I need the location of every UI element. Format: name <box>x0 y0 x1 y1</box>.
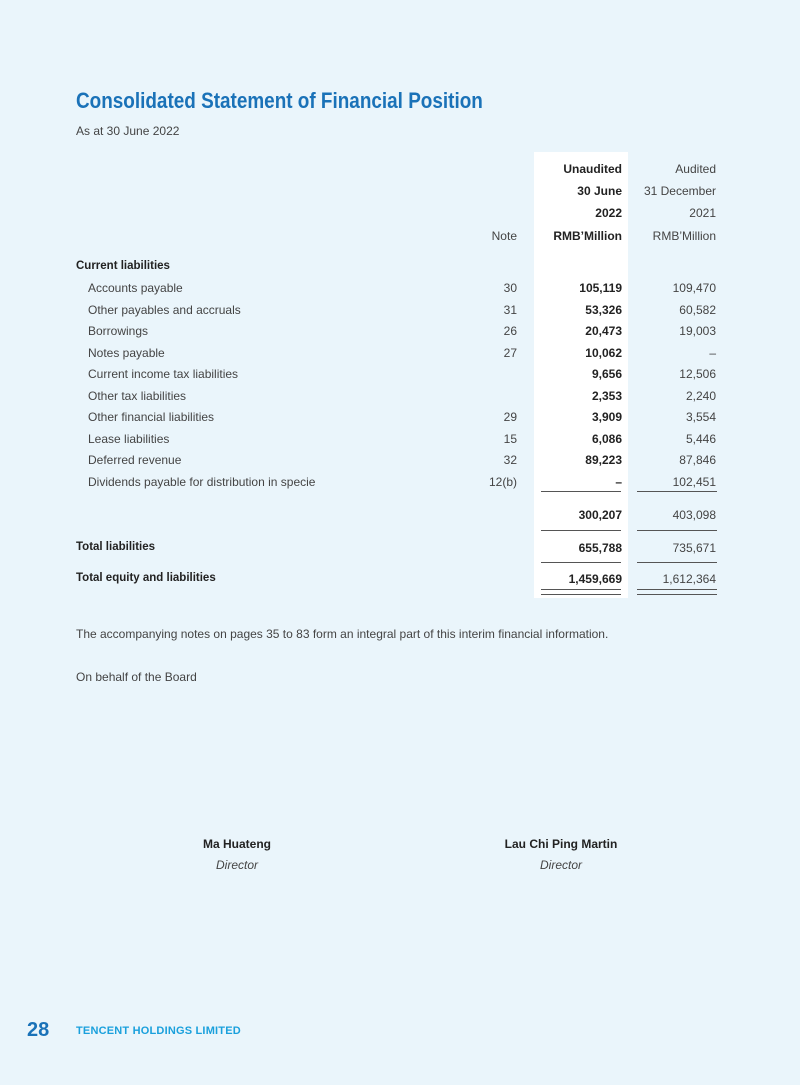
row-label: Dividends payable for distribution in specie <box>88 475 316 489</box>
row-value-2022: 10,062 <box>585 346 622 360</box>
header-row <box>0 184 800 204</box>
double-rule-2022 <box>541 589 621 595</box>
row-value-2022: 3,909 <box>591 410 622 424</box>
header-row <box>0 162 800 182</box>
header-audited: Audited <box>675 162 716 176</box>
row-label: Deferred revenue <box>88 453 182 467</box>
total-liabilities-row <box>0 541 800 561</box>
row-note: 12(b) <box>488 475 517 489</box>
header-unaudited: Unaudited <box>563 162 622 176</box>
header-year-prior: 2021 <box>689 206 716 220</box>
header-unit-prior: RMB’Million <box>652 229 716 243</box>
header-date-prior: 31 December <box>643 184 716 198</box>
row-value-2022: 6,086 <box>591 432 622 446</box>
row-label: Other financial liabilities <box>88 410 215 424</box>
section-heading-row <box>0 260 800 280</box>
signatory-role: Director <box>539 858 582 872</box>
row-note: 27 <box>503 346 517 360</box>
row-value-2021: 5,446 <box>685 432 716 446</box>
table-row <box>0 453 800 473</box>
row-label: Lease liabilities <box>88 432 170 446</box>
header-note: Note <box>491 229 517 243</box>
table-row <box>0 410 800 430</box>
on-behalf-statement: On behalf of the Board <box>76 670 197 684</box>
row-value-2021: 19,003 <box>679 324 716 338</box>
row-label: Accounts payable <box>88 281 183 295</box>
row-label: Notes payable <box>88 346 165 360</box>
double-rule-2021 <box>637 589 717 595</box>
row-note: 31 <box>503 303 517 317</box>
company-name: TENCENT HOLDINGS LIMITED <box>76 1025 241 1037</box>
row-note: 29 <box>503 410 517 424</box>
row-value-2021: 87,846 <box>679 453 716 467</box>
page-number: 28 <box>27 1019 50 1041</box>
row-value-2022: 105,119 <box>579 281 622 295</box>
header-row <box>0 206 800 226</box>
signatory-name: Ma Huateng <box>202 837 271 851</box>
total-liabilities-rule-2022 <box>541 530 621 531</box>
row-value-2022: 9,656 <box>591 367 622 381</box>
row-value-2021: 3,554 <box>685 410 716 424</box>
page-subtitle: As at 30 June 2022 <box>76 124 180 138</box>
total-equity-liabilities-label: Total equity and liabilities <box>76 572 216 584</box>
total-liabilities-label: Total liabilities <box>76 541 156 553</box>
table-row <box>0 389 800 409</box>
subtotal-value-2021: 403,098 <box>672 508 716 522</box>
row-value-2022: 89,223 <box>585 453 622 467</box>
table-row <box>0 367 800 387</box>
row-value-2021: 12,506 <box>679 367 716 381</box>
total-liabilities-2022: 655,788 <box>578 541 622 555</box>
row-value-2022: 20,473 <box>585 324 622 338</box>
row-value-2021: 60,582 <box>679 303 716 317</box>
total-liabilities-rule-2021 <box>637 530 717 531</box>
header-year-current: 2022 <box>595 206 622 220</box>
table-row <box>0 281 800 301</box>
table-row <box>0 432 800 452</box>
header-unit-current: RMB’Million <box>553 229 622 243</box>
signatory-role: Director <box>215 858 258 872</box>
subtotal-row <box>0 508 800 528</box>
subtotal-value-2022: 300,207 <box>578 508 622 522</box>
row-label: Current income tax liabilities <box>88 367 239 381</box>
row-value-2021: – <box>709 346 716 360</box>
total-equity-liabilities-2022: 1,459,669 <box>568 572 622 586</box>
table-row <box>0 346 800 366</box>
page-title: Consolidated Statement of Financial Position <box>76 88 483 113</box>
row-note: 32 <box>503 453 517 467</box>
row-note: 26 <box>503 324 517 338</box>
row-value-2021: 2,240 <box>685 389 716 403</box>
row-label: Borrowings <box>88 324 149 338</box>
total-rule-2022 <box>541 562 621 563</box>
row-value-2021: 102,451 <box>672 475 716 489</box>
row-value-2022: – <box>615 475 622 489</box>
row-note: 30 <box>503 281 517 295</box>
row-value-2021: 109,470 <box>672 281 716 295</box>
row-value-2022: 2,353 <box>591 389 622 403</box>
table-row <box>0 324 800 344</box>
row-note: 15 <box>503 432 517 446</box>
row-label: Other payables and accruals <box>88 303 241 317</box>
header-date-current: 30 June <box>577 184 622 198</box>
table-row <box>0 303 800 323</box>
subtotal-rule-2022 <box>541 491 621 492</box>
row-label: Other tax liabilities <box>88 389 187 403</box>
notes-statement: The accompanying notes on pages 35 to 83 form an integral part of this interim financial information. <box>76 627 609 641</box>
row-value-2022: 53,326 <box>585 303 622 317</box>
subtotal-rule-2021 <box>637 491 717 492</box>
total-equity-liabilities-2021: 1,612,364 <box>662 572 716 586</box>
signatory-name: Lau Chi Ping Martin <box>504 837 618 851</box>
total-rule-2021 <box>637 562 717 563</box>
section-heading: Current liabilities <box>76 260 170 272</box>
table-row <box>0 475 800 495</box>
header-row <box>0 229 800 249</box>
total-liabilities-2021: 735,671 <box>672 541 716 555</box>
